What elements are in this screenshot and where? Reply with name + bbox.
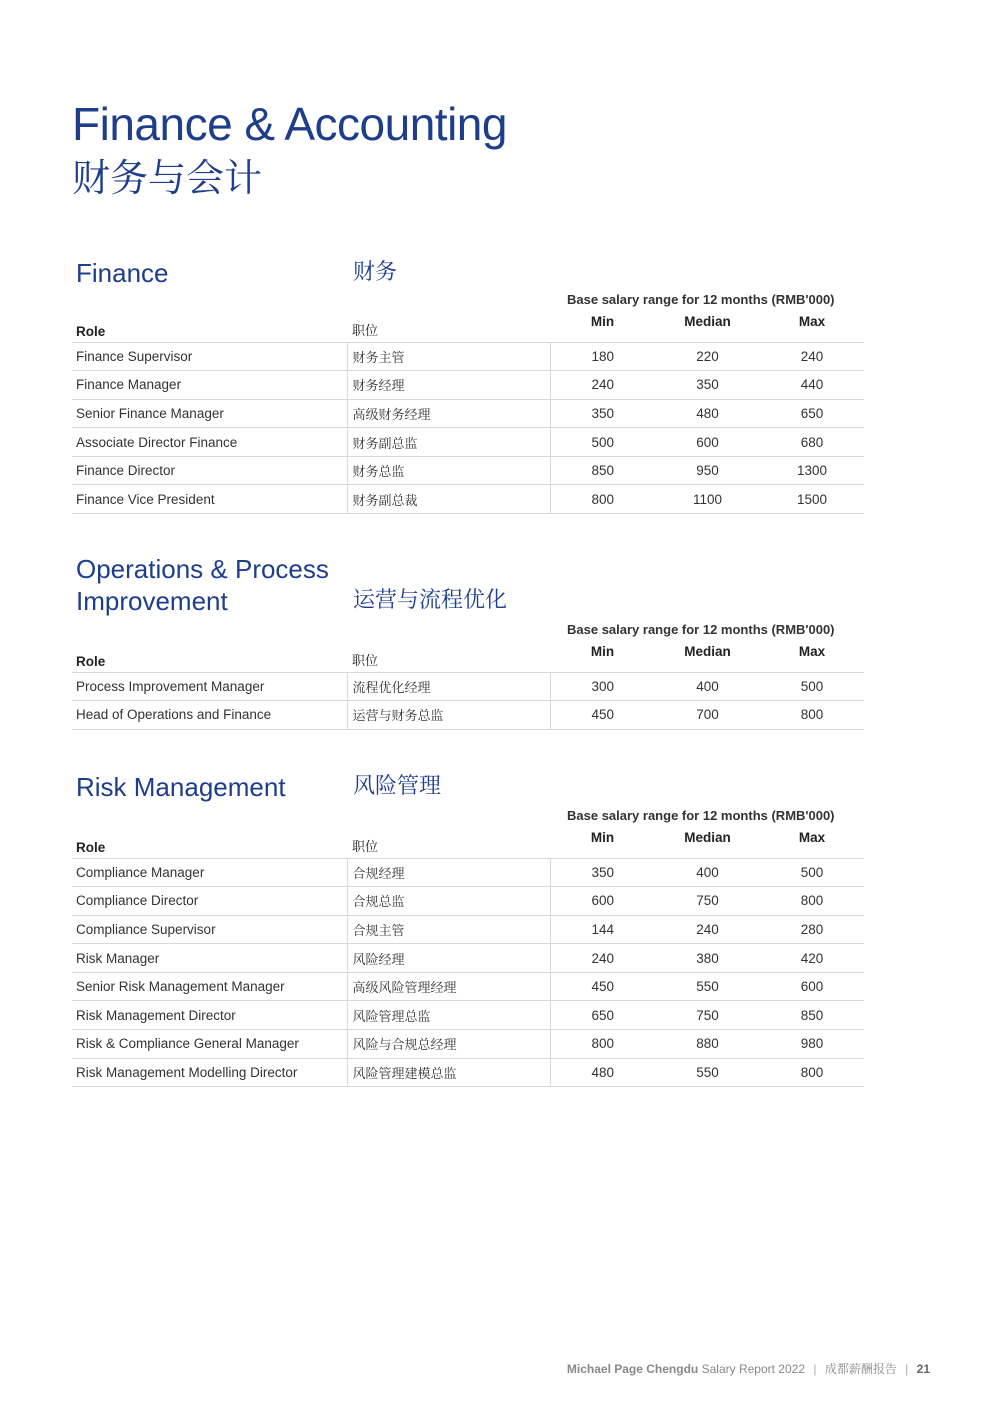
- table-row: [72, 701, 864, 730]
- zh-role-cell: 合规经理: [347, 858, 550, 887]
- page-footer: [567, 1360, 930, 1377]
- max-cell: 800: [760, 887, 864, 916]
- table-row: [72, 1001, 864, 1030]
- role-cell: Process Improvement Manager: [72, 672, 347, 701]
- max-header: Max: [798, 644, 826, 659]
- zh-role-cell: 高级财务经理: [347, 399, 550, 428]
- zh-role-cell: 财务经理: [347, 371, 550, 400]
- median-cell: 750: [655, 887, 760, 916]
- role-cell: Finance Manager: [72, 371, 347, 400]
- max-header: Max: [798, 314, 826, 329]
- max-cell: 500: [760, 858, 864, 887]
- zh-role-cell: 风险管理总监: [347, 1001, 550, 1030]
- max-cell: 1500: [760, 485, 864, 514]
- zh-role-cell: 财务副总裁: [347, 485, 550, 514]
- role-cell: Head of Operations and Finance: [72, 701, 347, 730]
- section-title-zh: 财务: [353, 260, 398, 285]
- max-cell: 800: [760, 1058, 864, 1087]
- max-cell: 240: [760, 342, 864, 371]
- min-cell: 600: [550, 887, 655, 916]
- max-cell: 680: [760, 428, 864, 457]
- min-header: Min: [590, 314, 615, 329]
- zh-role-cell: 财务副总监: [347, 428, 550, 457]
- footer-report: Salary Report 2022: [701, 1362, 805, 1376]
- table-row: [72, 972, 864, 1001]
- page-title: [72, 98, 507, 202]
- zh-role-header: 职位: [352, 323, 379, 339]
- median-header: Median: [684, 830, 731, 845]
- footer-separator: |: [905, 1362, 909, 1376]
- footer-report-zh: 成都薪酬报告: [824, 1362, 897, 1376]
- role-header: Role: [76, 323, 106, 339]
- min-cell: 300: [550, 672, 655, 701]
- zh-role-cell: 风险经理: [347, 944, 550, 973]
- min-cell: 800: [550, 485, 655, 514]
- max-cell: 440: [760, 371, 864, 400]
- section-title-en: Finance: [76, 258, 169, 288]
- role-header: Role: [76, 653, 106, 669]
- zh-role-cell: 合规总监: [347, 887, 550, 916]
- table-row: [72, 428, 864, 457]
- role-cell: Risk Management Director: [72, 1001, 347, 1030]
- role-cell: Compliance Manager: [72, 858, 347, 887]
- max-cell: 650: [760, 399, 864, 428]
- median-cell: 600: [655, 428, 760, 457]
- median-cell: 400: [655, 672, 760, 701]
- min-cell: 350: [550, 399, 655, 428]
- page-number: 21: [916, 1362, 930, 1376]
- salary-table: [72, 644, 864, 730]
- median-cell: 880: [655, 1030, 760, 1059]
- min-cell: 850: [550, 456, 655, 485]
- role-cell: Finance Vice President: [72, 485, 347, 514]
- min-cell: 650: [550, 1001, 655, 1030]
- role-cell: Senior Risk Management Manager: [72, 972, 347, 1001]
- table-row: [72, 456, 864, 485]
- max-header: Max: [798, 830, 826, 845]
- max-cell: 800: [760, 701, 864, 730]
- footer-separator: |: [813, 1362, 817, 1376]
- role-header: Role: [76, 839, 106, 855]
- zh-role-cell: 运营与财务总监: [347, 701, 550, 730]
- zh-role-cell: 流程优化经理: [347, 672, 550, 701]
- max-cell: 420: [760, 944, 864, 973]
- min-cell: 450: [550, 972, 655, 1001]
- median-cell: 950: [655, 456, 760, 485]
- median-cell: 480: [655, 399, 760, 428]
- min-cell: 144: [550, 915, 655, 944]
- max-cell: 280: [760, 915, 864, 944]
- table-row: [72, 887, 864, 916]
- min-cell: 480: [550, 1058, 655, 1087]
- section-title-zh: 运营与流程优化: [353, 588, 508, 613]
- median-cell: 700: [655, 701, 760, 730]
- table-row: [72, 672, 864, 701]
- max-cell: 600: [760, 972, 864, 1001]
- min-cell: 800: [550, 1030, 655, 1059]
- median-cell: 1100: [655, 485, 760, 514]
- role-cell: Finance Supervisor: [72, 342, 347, 371]
- zh-role-cell: 风险管理建模总监: [347, 1058, 550, 1087]
- salary-range-label: Base salary range for 12 months (RMB'000): [567, 622, 835, 637]
- min-header: Min: [590, 644, 615, 659]
- section-risk-management: [72, 771, 864, 1082]
- role-cell: Risk Management Modelling Director: [72, 1058, 347, 1087]
- role-cell: Senior Finance Manager: [72, 399, 347, 428]
- median-cell: 380: [655, 944, 760, 973]
- zh-role-cell: 财务主管: [347, 342, 550, 371]
- median-cell: 220: [655, 342, 760, 371]
- table-row: [72, 1030, 864, 1059]
- min-cell: 350: [550, 858, 655, 887]
- role-cell: Compliance Supervisor: [72, 915, 347, 944]
- median-cell: 350: [655, 371, 760, 400]
- table-row: [72, 1058, 864, 1087]
- max-cell: 980: [760, 1030, 864, 1059]
- salary-range-label: Base salary range for 12 months (RMB'000): [567, 292, 835, 307]
- zh-role-header: 职位: [352, 653, 379, 669]
- section-title-en-line1: Operations & Process: [76, 554, 329, 584]
- section-title-en-line2: Improvement: [76, 586, 228, 616]
- section-title-zh: 风险管理: [353, 774, 442, 799]
- salary-table: [72, 314, 864, 514]
- zh-role-header: 职位: [352, 839, 379, 855]
- median-cell: 550: [655, 1058, 760, 1087]
- footer-brand: Michael Page Chengdu: [566, 1362, 699, 1376]
- zh-role-cell: 财务总监: [347, 456, 550, 485]
- min-cell: 450: [550, 701, 655, 730]
- role-cell: Associate Director Finance: [72, 428, 347, 457]
- median-cell: 400: [655, 858, 760, 887]
- median-cell: 750: [655, 1001, 760, 1030]
- table-row: [72, 915, 864, 944]
- min-header: Min: [590, 830, 615, 845]
- max-cell: 500: [760, 672, 864, 701]
- min-cell: 240: [550, 944, 655, 973]
- median-cell: 550: [655, 972, 760, 1001]
- section-operations: [72, 553, 864, 725]
- role-cell: Risk Manager: [72, 944, 347, 973]
- min-cell: 240: [550, 371, 655, 400]
- page-title-en: Finance & Accounting: [72, 98, 507, 150]
- max-cell: 850: [760, 1001, 864, 1030]
- max-cell: 1300: [760, 456, 864, 485]
- table-row: [72, 342, 864, 371]
- table-row: [72, 399, 864, 428]
- median-header: Median: [684, 314, 731, 329]
- table-row: [72, 858, 864, 887]
- median-header: Median: [684, 644, 731, 659]
- zh-role-cell: 高级风险管理经理: [347, 972, 550, 1001]
- section-title-en: Risk Management: [76, 772, 286, 802]
- page-title-zh: 财务与会计: [72, 156, 263, 200]
- salary-table: [72, 830, 864, 1087]
- zh-role-cell: 风险与合规总经理: [347, 1030, 550, 1059]
- min-cell: 500: [550, 428, 655, 457]
- role-cell: Compliance Director: [72, 887, 347, 916]
- zh-role-cell: 合规主管: [347, 915, 550, 944]
- role-cell: Finance Director: [72, 456, 347, 485]
- table-row: [72, 944, 864, 973]
- role-cell: Risk & Compliance General Manager: [72, 1030, 347, 1059]
- table-row: [72, 371, 864, 400]
- salary-range-label: Base salary range for 12 months (RMB'000): [567, 808, 835, 823]
- section-finance: [72, 255, 864, 509]
- table-row: [72, 485, 864, 514]
- median-cell: 240: [655, 915, 760, 944]
- min-cell: 180: [550, 342, 655, 371]
